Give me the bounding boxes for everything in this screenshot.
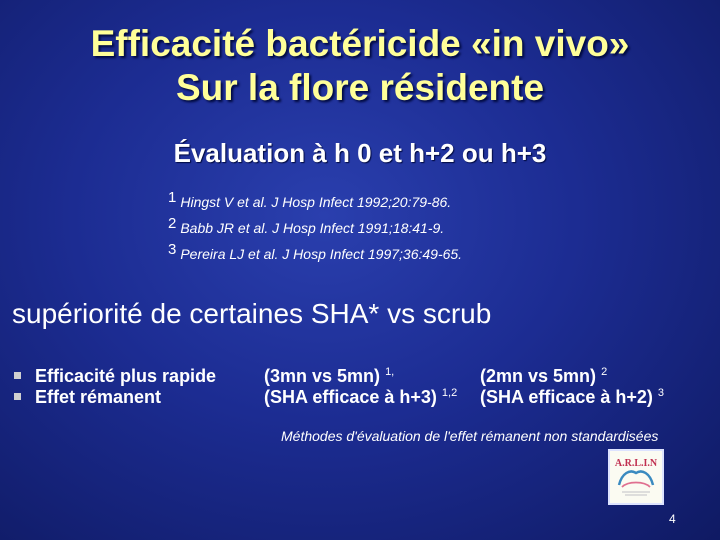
reference-number: 1 (168, 189, 177, 206)
reference-text: Pereira LJ et al. J Hosp Infect 1997;36:49-65. (180, 246, 463, 262)
comparison-column-a (264, 366, 457, 408)
comparison-ref: 2 (601, 366, 608, 378)
arlin-logo (608, 449, 664, 505)
footnote: Méthodes d'évaluation de l'effet rémanent non standardisées (281, 428, 659, 444)
page-number: 4 (669, 512, 676, 526)
comparison-line (480, 387, 664, 408)
slide-title (0, 22, 720, 110)
comparison-text: (SHA efficace à h+3) (264, 387, 437, 407)
title-line-1: Efficacité bactéricide «in vivo» (90, 23, 630, 64)
arlin-logo-graphic (610, 451, 662, 503)
reference-number: 3 (168, 241, 177, 258)
comparison-text: (SHA efficace à h+2) (480, 387, 653, 407)
reference-text: Babb JR et al. J Hosp Infect 1991;18:41-9. (180, 220, 445, 236)
bullet-item-efficacite (14, 366, 216, 387)
bullet-label-rest: plus rapide (115, 366, 217, 386)
reference-1 (168, 189, 462, 220)
bullet-square-icon (14, 372, 21, 379)
comparison-text: (3mn vs 5mn) (264, 366, 381, 386)
comparison-ref: 3 (657, 387, 665, 399)
section-heading: supériorité de certaines SHA* vs scrub (12, 298, 492, 329)
bullet-item-remanent (14, 387, 216, 408)
bullet-list (14, 366, 216, 408)
reference-text: Hingst V et al. J Hosp Infect 1992;20:79-86. (180, 194, 452, 210)
comparison-text: (2mn vs 5mn) (480, 366, 597, 386)
reference-2 (168, 215, 462, 246)
slide-subtitle: Évaluation à h 0 et h+2 ou h+3 (173, 138, 547, 168)
comparison-ref: 1,2 (441, 387, 458, 399)
comparison-line (264, 366, 457, 387)
reference-3 (168, 241, 463, 272)
title-line-2: Sur la flore résidente (175, 67, 545, 108)
bullet-square-icon (14, 393, 21, 400)
comparison-line (480, 366, 664, 387)
reference-number: 2 (168, 215, 177, 232)
comparison-line (264, 387, 457, 408)
bullet-label-bold: Efficacité (35, 366, 116, 386)
logo-lettering: A.R.L.I.N (614, 458, 658, 469)
comparison-column-b (480, 366, 664, 408)
comparison-ref: 1, (385, 366, 395, 378)
references-list (168, 189, 463, 272)
bullet-label-bold: Effet rémanent (35, 387, 162, 407)
